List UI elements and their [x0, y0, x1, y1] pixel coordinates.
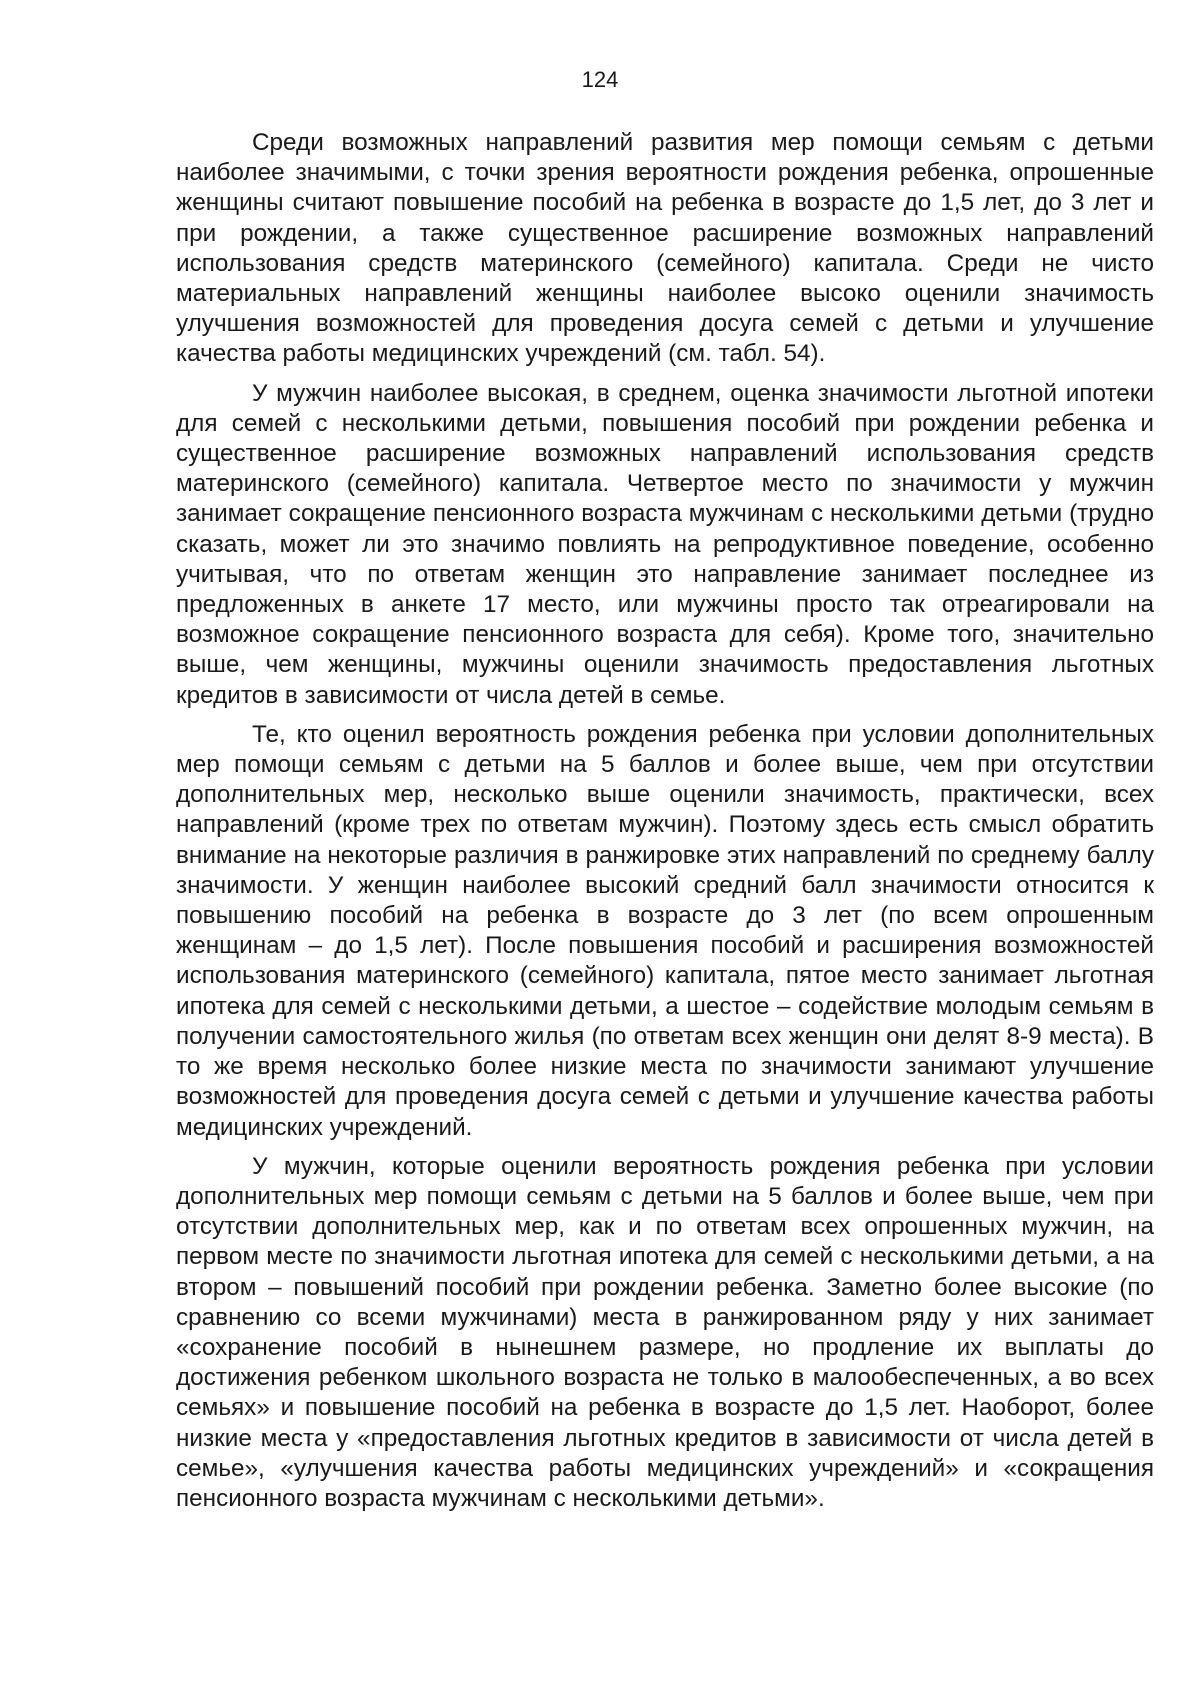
- paragraph-2: У мужчин наиболее высокая, в среднем, оценка значимости льготной ипотеки для семей с несколькими детьми, повышения пособий при рождении ребенка и существенное расширение возможных направлений использования средств материнского (семейного) капитала. Четвертое место по значимости у мужчин занимает сокращение пенсионного возраста мужчинам с несколькими детьми (трудно сказать, может ли это значимо повлиять на репродуктивное поведение, особенно учитывая, что по ответам женщин это направление занимает последнее из предложенных в анкете 17 место, или мужчины просто так отреагировали на возможное сокращение пенсионного возраста для себя). Кроме того, значительно выше, чем женщины, мужчины оценили значимость предоставления льготных кредитов в зависимости от числа детей в семье.: [176, 379, 1154, 709]
- paragraph-3: Те, кто оценил вероятность рождения ребенка при условии дополнительных мер помощи семьям с детьми на 5 баллов и более выше, чем при отсутствии дополнительных мер, несколько выше оценили значимость, практически, всех направлений (кроме трех по ответам мужчин). Поэтому здесь есть смысл обратить внимание на некоторые различия в ранжировке этих направлений по среднему баллу значимости. У женщин наиболее высокий средний балл значимости относится к повышению пособий на ребенка в возрасте до 3 лет (по всем опрошенным женщинам – до 1,5 лет). После повышения пособий и расширения возможностей использования материнского (семейного) капитала, пятое место занимает льготная ипотека для семей с несколькими детьми, а шестое – содействие молодым семьям в получении самостоятельного жилья (по ответам всех женщин они делят 8-9 места). В то же время несколько более низкие места по значимости занимают улучшение возможностей для проведения досуга семей с детьми и улучшение качества работы медицинских учреждений.: [176, 720, 1154, 1141]
- paragraph-4: У мужчин, которые оценили вероятность рождения ребенка при условии дополнительных мер помощи семьям с детьми на 5 баллов и более выше, чем при отсутствии дополнительных мер, как и по ответам всех опрошенных мужчин, на первом месте по значимости льготная ипотека для семей с несколькими детьми, а на втором – повышений пособий при рождении ребенка. Заметно более высокие (по сравнению со всеми мужчинами) места в ранжированном ряду у них занимает «сохранение пособий в нынешнем размере, но продление их выплаты до достижения ребенком школьного возраста не только в малообеспеченных, а во всех семьях» и повышение пособий на ребенка в возрасте до 1,5 лет. Наоборот, более низкие места у «предоставления льготных кредитов в зависимости от числа детей в семье», «улучшения качества работы медицинских учреждений» и «сокращения пенсионного возраста мужчинам с несколькими детьми».: [176, 1152, 1154, 1512]
- page-number: 124: [581, 67, 619, 92]
- paragraph-1: Среди возможных направлений развития мер помощи семьям с детьми наиболее значимыми, с точки зрения вероятности рождения ребенка, опрошенные женщины считают повышение пособий на ребенка в возрасте до 1,5 лет, до 3 лет и при рождении, а также существенное расширение возможных направлений использования средств материнского (семейного) капитала. Среди не чисто материальных направлений женщины наиболее высоко оценили значимость улучшения возможностей для проведения досуга семей с детьми и улучшение качества работы медицинских учреждений (см. табл. 54).: [176, 129, 1154, 368]
- body-text: [176, 128, 1154, 1523]
